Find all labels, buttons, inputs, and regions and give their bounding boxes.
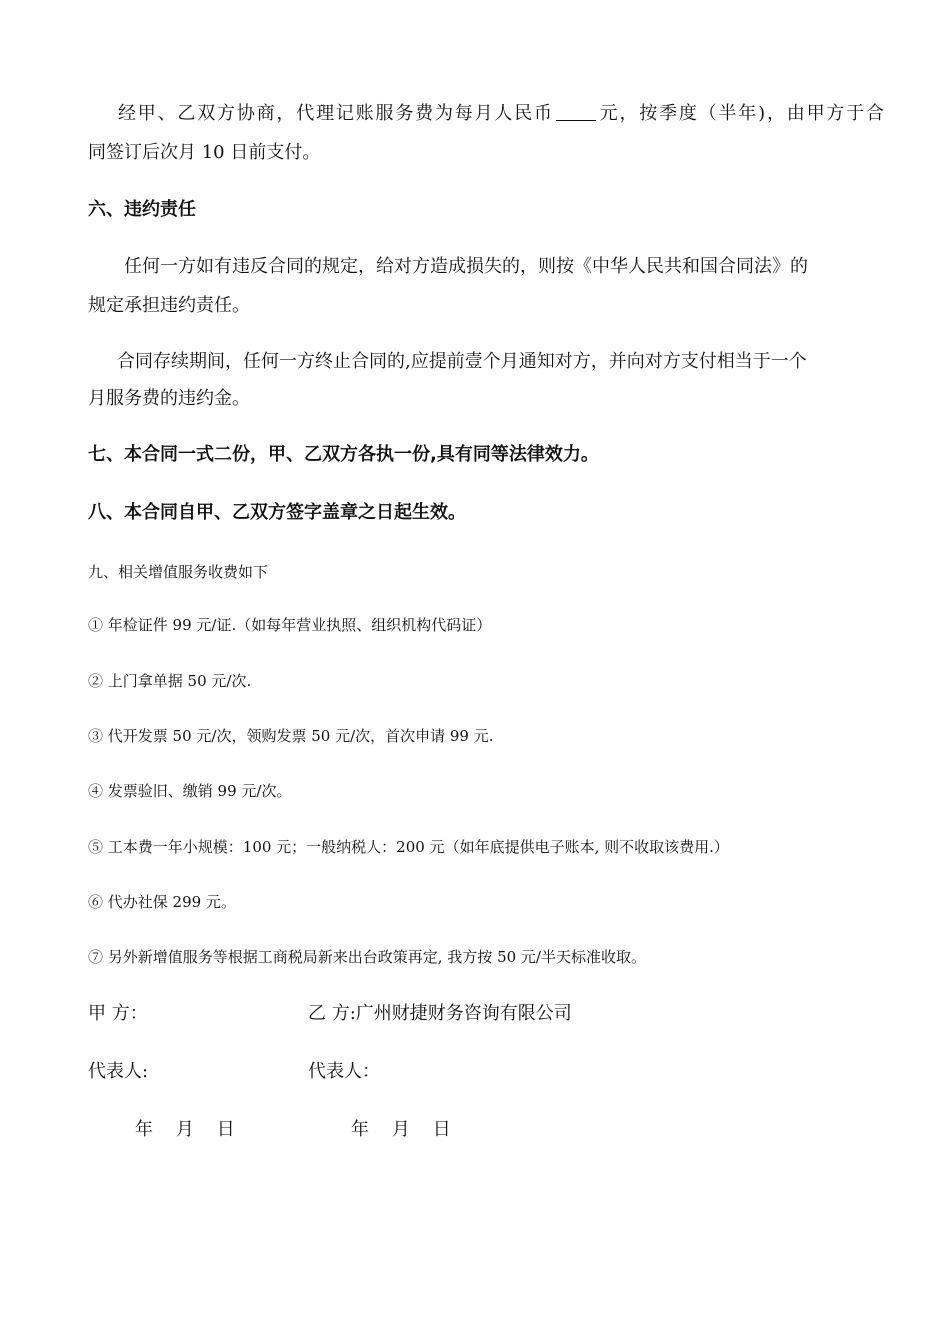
party-a-representative-label: 代表人: xyxy=(88,1061,149,1082)
party-b-date: 年 月 日 xyxy=(351,1119,451,1140)
section6-para1-line1: 任何一方如有违反合同的规定，给对方造成损失的，则按《中华人民共和国合同法》的 xyxy=(124,256,808,277)
fee-amount-blank[interactable] xyxy=(556,102,596,121)
section9-heading: 九、相关增值服务收费如下 xyxy=(88,563,269,581)
section7-heading: 七、本合同一式二份，甲、乙双方各执一份,具有同等法律效力。 xyxy=(88,444,599,465)
fee-clause-text-a: 经甲、乙双方协商，代理记账服务费为每月人民币 xyxy=(118,103,554,124)
party-b-representative-label: 代表人： xyxy=(308,1061,380,1082)
section6-para2-line1: 合同存续期间，任何一方终止合同的,应提前壹个月通知对方，并向对方支付相当于一个 xyxy=(117,351,807,372)
party-a-label: 甲 方： xyxy=(88,1003,148,1024)
fee-list-item: ② 上门拿单据 50 元/次. xyxy=(88,672,252,690)
party-b-label: 乙 方:广州财捷财务咨询有限公司 xyxy=(308,1003,572,1024)
section6-heading: 六、违约责任 xyxy=(88,199,196,220)
fee-list-item: ① 年检证件 99 元/证.（如每年营业执照、组织机构代码证） xyxy=(88,616,492,634)
fee-list-item: ④ 发票验旧、缴销 99 元/次。 xyxy=(88,782,292,800)
fee-list-item: ⑤ 工本费一年小规模：100 元；一般纳税人：200 元（如年底提供电子账本, 则不收取该费用.） xyxy=(88,838,729,856)
fee-clause-line2: 同签订后次月 10 日前支付。 xyxy=(88,142,321,163)
section6-para1-line2: 规定承担违约责任。 xyxy=(88,295,250,316)
fee-list-item: ⑥ 代办社保 299 元。 xyxy=(88,893,236,911)
fee-clause-text-b: 元，按季度（半年)，由甲方于合 xyxy=(597,103,884,124)
fee-clause-line1 xyxy=(88,102,884,126)
fee-list-item: ③ 代开发票 50 元/次，领购发票 50 元/次，首次申请 99 元. xyxy=(88,727,494,745)
fee-list-item: ⑦ 另外新增值服务等根据工商税局新来出台政策再定, 我方按 50 元/半天标准收取。 xyxy=(88,948,646,966)
section8-heading: 八、本合同自甲、乙双方签字盖章之日起生效。 xyxy=(88,502,466,523)
party-a-date: 年 月 日 xyxy=(135,1119,235,1140)
section6-para2-line2: 月服务费的违约金。 xyxy=(88,388,250,409)
